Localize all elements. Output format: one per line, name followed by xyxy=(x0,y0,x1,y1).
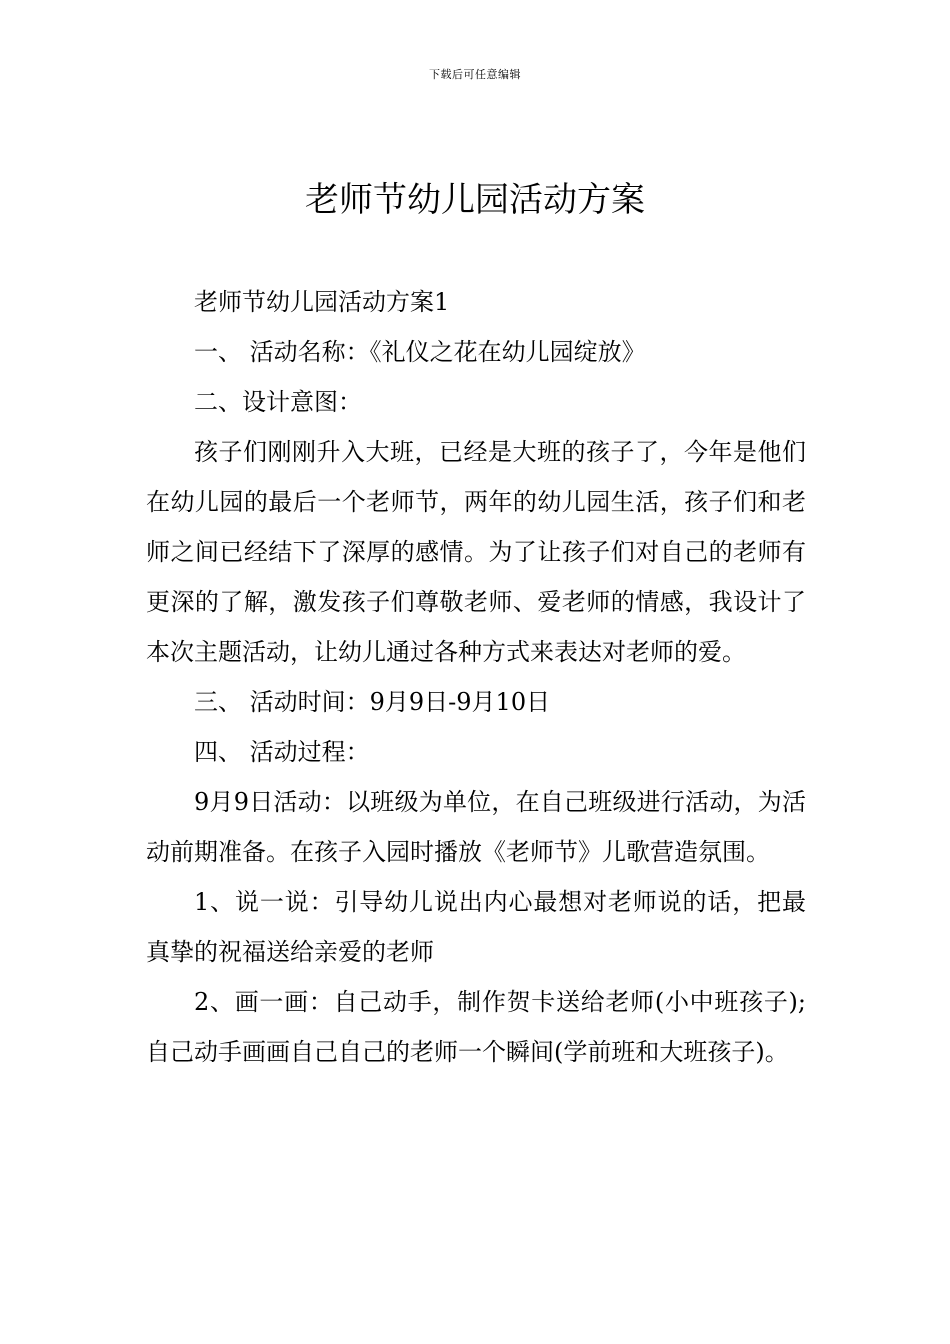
paragraph-subtitle: 老师节幼儿园活动方案1 xyxy=(194,288,450,316)
paragraph-step-say: 1、说一说：引导幼儿说出内心最想对老师说的话，把最真挚的祝福送给亲爱的老师 xyxy=(146,888,806,966)
paragraph-design-intent: 孩子们刚刚升入大班，已经是大班的孩子了，今年是他们在幼儿园的最后一个老师节，两年的幼儿园生活，孩子们和老师之间已经结下了深厚的感情。为了让孩子们对自己的老师有更深的了解，激发孩子们尊敬老师、爱老师的情感，我设计了本次主题活动，让幼儿通过各种方式来表达对老师的爱。 xyxy=(146,438,806,666)
document-title: 老师节幼儿园活动方案 xyxy=(305,180,645,220)
paragraph-design-intent-heading: 二、设计意图： xyxy=(194,388,362,416)
paragraph-step-draw: 2、画一画：自己动手，制作贺卡送给老师(小中班孩子);自己动手画画自己自己的老师一个瞬间(学前班和大班孩子)。 xyxy=(146,988,806,1066)
paragraph-day-one-activity: 9月9日活动：以班级为单位，在自己班级进行活动，为活动前期准备。在孩子入园时播放《老师节》儿歌营造氛围。 xyxy=(146,788,806,866)
paragraph-activity-name: 一、 活动名称：《礼仪之花在幼儿园绽放》 xyxy=(194,338,646,366)
paragraph-activity-time: 三、 活动时间：9月9日-9月10日 xyxy=(194,688,551,716)
page-header-note: 下载后可任意编辑 xyxy=(429,68,521,81)
paragraph-activity-process-heading: 四、 活动过程： xyxy=(194,738,370,766)
document-body xyxy=(146,277,806,1077)
